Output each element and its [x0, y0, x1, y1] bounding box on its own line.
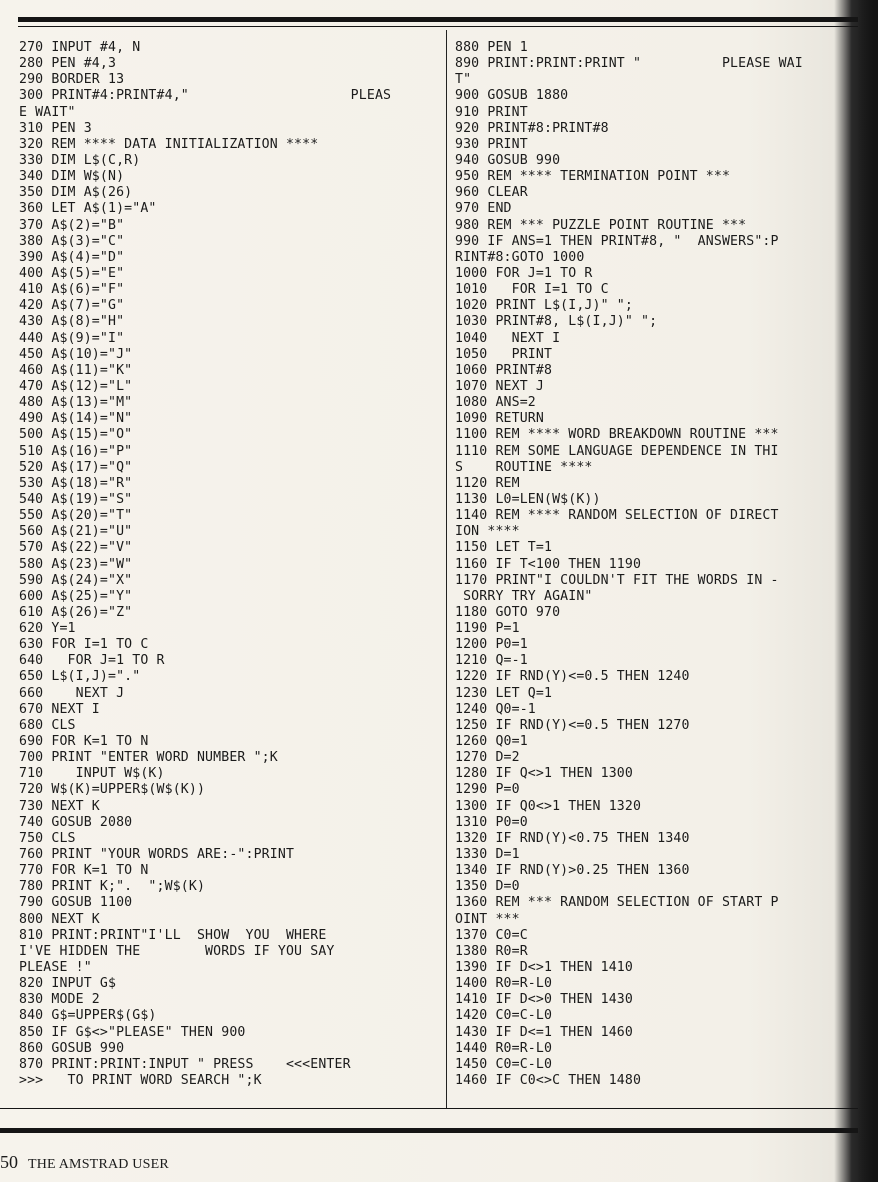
code-line: 1170 PRINT"I COULDN'T FIT THE WORDS IN - [455, 572, 779, 588]
code-line: 1350 D=0 [455, 879, 520, 895]
code-line: 650 L$(I,J)="." [19, 669, 141, 685]
page-footer [0, 1152, 169, 1176]
code-line: RINT#8:GOTO 1000 [455, 249, 585, 265]
code-line: 770 FOR K=1 TO N [19, 863, 149, 879]
code-line: 440 A$(9)="I" [19, 330, 125, 346]
page-number: 50 [0, 1152, 18, 1172]
code-line: 800 NEXT K [19, 911, 100, 927]
page-edge-shadow [856, 0, 878, 1182]
code-line: I'VE HIDDEN THE WORDS IF YOU SAY [19, 943, 335, 959]
code-line: 930 PRINT [455, 136, 528, 152]
code-line: 560 A$(21)="U" [19, 524, 133, 540]
code-line: 960 CLEAR [455, 185, 528, 201]
code-line: 700 PRINT "ENTER WORD NUMBER ";K [19, 750, 278, 766]
code-line: 1360 REM *** RANDOM SELECTION OF START P [455, 895, 779, 911]
code-line: 910 PRINT [455, 104, 528, 120]
code-line: 1300 IF Q0<>1 THEN 1320 [455, 798, 642, 814]
code-line: 1020 PRINT L$(I,J)" "; [455, 298, 633, 314]
code-line: 300 PRINT#4:PRINT#4," PLEAS [19, 88, 392, 104]
code-line: 380 A$(3)="C" [19, 233, 125, 249]
code-line: E WAIT" [19, 104, 76, 120]
code-line: 1160 IF T<100 THEN 1190 [455, 556, 642, 572]
code-line: 980 REM *** PUZZLE POINT ROUTINE *** [455, 217, 747, 233]
top-rule-thick [18, 17, 858, 22]
top-rule-thin [18, 26, 858, 27]
code-line: 640 FOR J=1 TO R [19, 653, 165, 669]
bottom-rule-thick [0, 1128, 858, 1133]
code-line: 740 GOSUB 2080 [19, 814, 133, 830]
code-line: 400 A$(5)="E" [19, 265, 125, 281]
code-line: 820 INPUT G$ [19, 976, 117, 992]
code-line: 280 PEN #4,3 [19, 56, 117, 72]
code-line: 390 A$(4)="D" [19, 249, 125, 265]
code-line: 890 PRINT:PRINT:PRINT " PLEASE WAI [455, 56, 803, 72]
code-line: 1000 FOR J=1 TO R [455, 265, 593, 281]
code-line: 1130 L0=LEN(W$(K)) [455, 491, 601, 507]
code-line: 620 Y=1 [19, 621, 76, 637]
code-line: 340 DIM W$(N) [19, 169, 125, 185]
code-line: 580 A$(23)="W" [19, 556, 133, 572]
code-line: 810 PRINT:PRINT"I'LL SHOW YOU WHERE [19, 927, 327, 943]
code-line: 540 A$(19)="S" [19, 491, 133, 507]
code-line: OINT *** [455, 911, 520, 927]
code-line: >>> TO PRINT WORD SEARCH ";K [19, 1073, 262, 1088]
code-line: 1190 P=1 [455, 621, 520, 637]
code-line: SORRY TRY AGAIN" [455, 588, 593, 604]
code-line: 1200 P0=1 [455, 637, 528, 653]
code-line: 950 REM **** TERMINATION POINT *** [455, 169, 731, 185]
code-line: 590 A$(24)="X" [19, 572, 133, 588]
code-line: 1010 FOR I=1 TO C [455, 282, 609, 298]
code-line: 1070 NEXT J [455, 378, 544, 394]
code-line: 410 A$(6)="F" [19, 282, 125, 298]
code-line: 1270 D=2 [455, 750, 520, 766]
code-line: 690 FOR K=1 TO N [19, 734, 149, 750]
code-line: 830 MODE 2 [19, 992, 100, 1008]
code-line: 1250 IF RND(Y)<=0.5 THEN 1270 [455, 717, 690, 733]
code-line: 780 PRINT K;". ";W$(K) [19, 879, 206, 895]
code-line: 320 REM **** DATA INITIALIZATION **** [19, 136, 319, 152]
code-line: 660 NEXT J [19, 685, 125, 701]
code-line: 720 W$(K)=UPPER$(W$(K)) [19, 782, 206, 798]
code-line: 750 CLS [19, 830, 76, 846]
code-line: 310 PEN 3 [19, 120, 92, 136]
code-line: 1440 R0=R-L0 [455, 1040, 553, 1056]
code-line: 1150 LET T=1 [455, 540, 553, 556]
code-line: 900 GOSUB 1880 [455, 88, 569, 104]
code-line: 550 A$(20)="T" [19, 508, 133, 524]
code-line: 920 PRINT#8:PRINT#8 [455, 120, 609, 136]
bottom-rule-thin [0, 1108, 858, 1109]
code-line: 760 PRINT "YOUR WORDS ARE:-":PRINT [19, 847, 295, 863]
code-line: 850 IF G$<>"PLEASE" THEN 900 [19, 1024, 246, 1040]
code-line: 1260 Q0=1 [455, 734, 528, 750]
code-line: 1090 RETURN [455, 411, 544, 427]
code-line: 600 A$(25)="Y" [19, 588, 133, 604]
code-line: 1320 IF RND(Y)<0.75 THEN 1340 [455, 830, 690, 846]
code-line: 510 A$(16)="P" [19, 443, 133, 459]
code-line: 1230 LET Q=1 [455, 685, 553, 701]
code-line: 730 NEXT K [19, 798, 100, 814]
code-line: 1120 REM [455, 475, 520, 491]
code-line: 490 A$(14)="N" [19, 411, 133, 427]
code-line: 430 A$(8)="H" [19, 314, 125, 330]
code-line: S ROUTINE **** [455, 459, 593, 475]
code-line: 1180 GOTO 970 [455, 604, 561, 620]
code-line: 1450 C0=C-L0 [455, 1056, 553, 1072]
code-line: 570 A$(22)="V" [19, 540, 133, 556]
code-line: 370 A$(2)="B" [19, 217, 125, 233]
code-line: T" [455, 72, 472, 88]
code-line: 350 DIM A$(26) [19, 185, 133, 201]
code-line: ION **** [455, 524, 520, 540]
code-line: 480 A$(13)="M" [19, 395, 133, 411]
code-line: 710 INPUT W$(K) [19, 766, 165, 782]
code-line: 1100 REM **** WORD BREAKDOWN ROUTINE *** [455, 427, 779, 443]
code-line: 970 END [455, 201, 512, 217]
code-line: 1420 C0=C-L0 [455, 1008, 553, 1024]
code-line: 1460 IF C0<>C THEN 1480 [455, 1073, 642, 1088]
code-line: 840 G$=UPPER$(G$) [19, 1008, 157, 1024]
code-line: 450 A$(10)="J" [19, 346, 133, 362]
code-line: 1210 Q=-1 [455, 653, 528, 669]
code-line: 290 BORDER 13 [19, 72, 125, 88]
code-line: 1390 IF D<>1 THEN 1410 [455, 960, 633, 976]
code-line: 1040 NEXT I [455, 330, 561, 346]
code-line: 1310 P0=0 [455, 814, 528, 830]
listing-right-column [455, 40, 850, 1089]
code-line: 870 PRINT:PRINT:INPUT " PRESS <<<ENTER [19, 1056, 351, 1072]
code-line: 1410 IF D<>0 THEN 1430 [455, 992, 633, 1008]
code-line: 630 FOR I=1 TO C [19, 637, 149, 653]
code-line: 1380 R0=R [455, 943, 528, 959]
code-line: PLEASE !" [19, 960, 92, 976]
code-line: 420 A$(7)="G" [19, 298, 125, 314]
code-line: 1290 P=0 [455, 782, 520, 798]
code-line: 470 A$(12)="L" [19, 378, 133, 394]
code-line: 360 LET A$(1)="A" [19, 201, 157, 217]
code-line: 610 A$(26)="Z" [19, 604, 133, 620]
code-line: 1110 REM SOME LANGUAGE DEPENDENCE IN THI [455, 443, 779, 459]
code-line: 1030 PRINT#8, L$(I,J)" "; [455, 314, 658, 330]
code-line: 940 GOSUB 990 [455, 152, 561, 168]
listing-left-column [19, 40, 439, 1089]
code-line: 1080 ANS=2 [455, 395, 536, 411]
code-line: 1340 IF RND(Y)>0.25 THEN 1360 [455, 863, 690, 879]
code-line: 790 GOSUB 1100 [19, 895, 133, 911]
code-line: 1400 R0=R-L0 [455, 976, 553, 992]
code-line: 1220 IF RND(Y)<=0.5 THEN 1240 [455, 669, 690, 685]
code-line: 520 A$(17)="Q" [19, 459, 133, 475]
code-line: 500 A$(15)="O" [19, 427, 133, 443]
code-line: 1140 REM **** RANDOM SELECTION OF DIRECT [455, 508, 779, 524]
code-line: 1330 D=1 [455, 847, 520, 863]
code-line: 330 DIM L$(C,R) [19, 152, 141, 168]
column-divider [446, 30, 447, 1108]
code-line: 530 A$(18)="R" [19, 475, 133, 491]
code-line: 880 PEN 1 [455, 40, 528, 55]
publication-name: THE AMSTRAD USER [28, 1157, 169, 1172]
code-line: 1060 PRINT#8 [455, 362, 553, 378]
code-line: 1370 C0=C [455, 927, 528, 943]
code-line: 1240 Q0=-1 [455, 701, 536, 717]
code-line: 1430 IF D<=1 THEN 1460 [455, 1024, 633, 1040]
code-line: 460 A$(11)="K" [19, 362, 133, 378]
code-line: 680 CLS [19, 717, 76, 733]
code-line: 860 GOSUB 990 [19, 1040, 125, 1056]
code-line: 990 IF ANS=1 THEN PRINT#8, " ANSWERS":P [455, 233, 779, 249]
code-line: 1280 IF Q<>1 THEN 1300 [455, 766, 633, 782]
code-line: 670 NEXT I [19, 701, 100, 717]
code-line: 270 INPUT #4, N [19, 40, 141, 55]
code-line: 1050 PRINT [455, 346, 553, 362]
